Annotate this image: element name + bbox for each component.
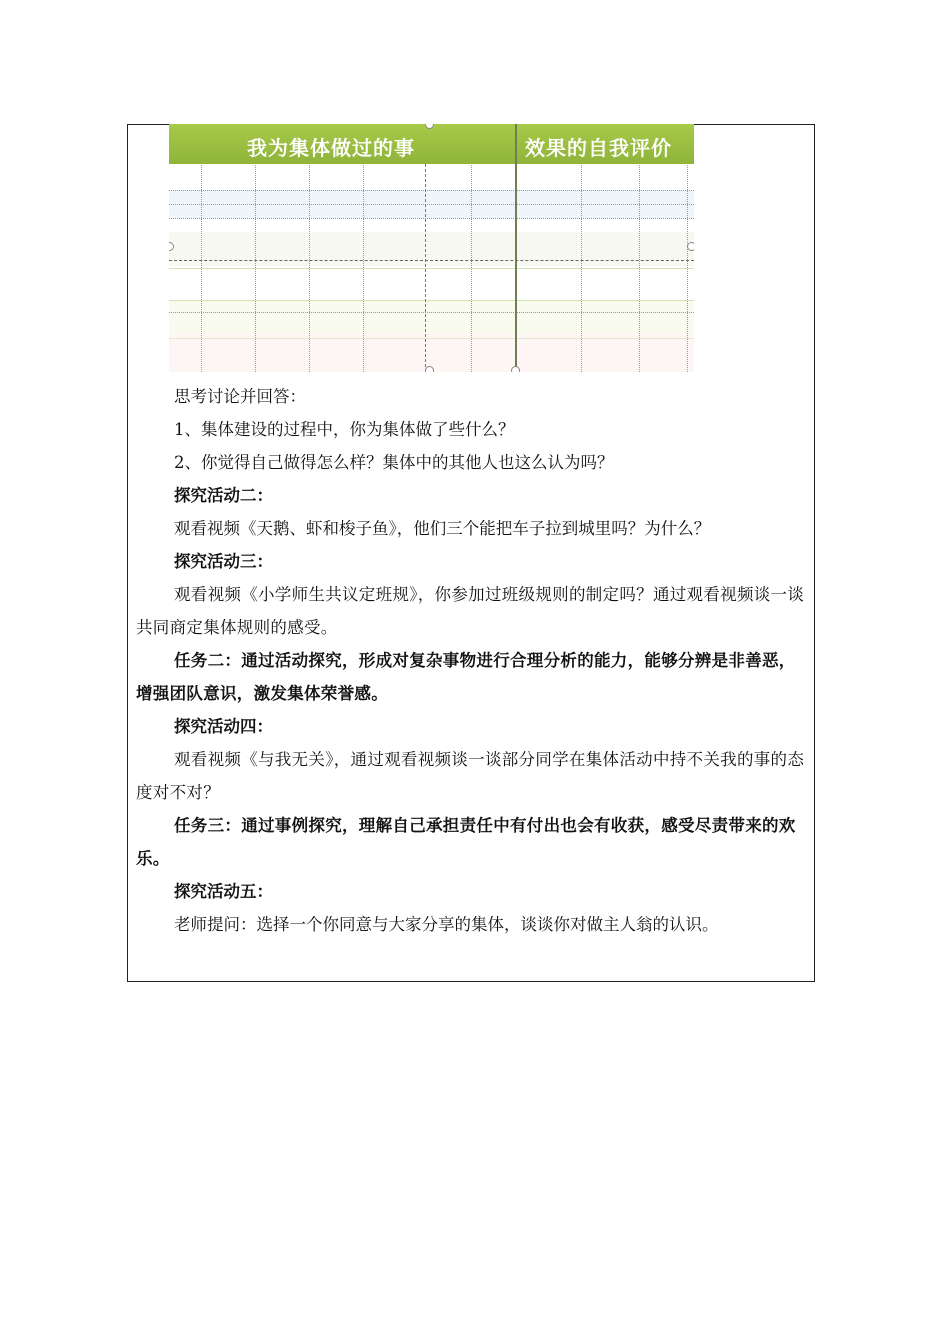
lesson-content: [136, 380, 808, 941]
task2-text: 任务二：通过活动探究，形成对复杂事物进行合理分析的能力，能够分辨是非善恶，增强团队意识，激发集体荣誉感。: [136, 651, 796, 703]
activity2-title: 探究活动二：: [174, 486, 273, 505]
activity5-text: 老师提问：选择一个你同意与大家分享的集体，谈谈你对做主人翁的认识。: [174, 915, 719, 934]
activity2-text: 观看视频《天鹅、虾和梭子鱼》，他们三个能把车子拉到城里吗？为什么？: [174, 519, 711, 538]
activity4-text: 观看视频《与我无关》，通过观看视频谈一谈部分同学在集体活动中持不关我的事的态度对不对？: [136, 750, 805, 802]
column-separator: [515, 124, 517, 372]
resize-handle-right: [687, 242, 694, 251]
question-1: 1、集体建设的过程中，你为集体做了些什么？: [174, 420, 515, 439]
intro-text: 思考讨论并回答：: [174, 387, 306, 406]
resize-handle-bottom: [425, 366, 434, 372]
task3-text: 任务三：通过事例探究，理解自己承担责任中有付出也会有收获，感受尽责带来的欢乐。: [136, 816, 796, 868]
table-header: [169, 124, 694, 164]
activity4-title: 探究活动四：: [174, 717, 273, 736]
header-col1: 我为集体做过的事: [247, 136, 415, 160]
embedded-table-image: [169, 124, 694, 372]
header-col2: 效果的自我评价: [525, 136, 672, 160]
question-2: 2、你觉得自己做得怎么样？集体中的其他人也这么认为吗？: [174, 453, 614, 472]
activity3-title: 探究活动三：: [174, 552, 273, 571]
activity5-title: 探究活动五：: [174, 882, 273, 901]
activity3-text: 观看视频《小学师生共议定班规》，你参加过班级规则的制定吗？通过观看视频谈一谈共同商定集体规则的感受。: [136, 585, 805, 637]
resize-handle-bottom-2: [511, 366, 520, 372]
